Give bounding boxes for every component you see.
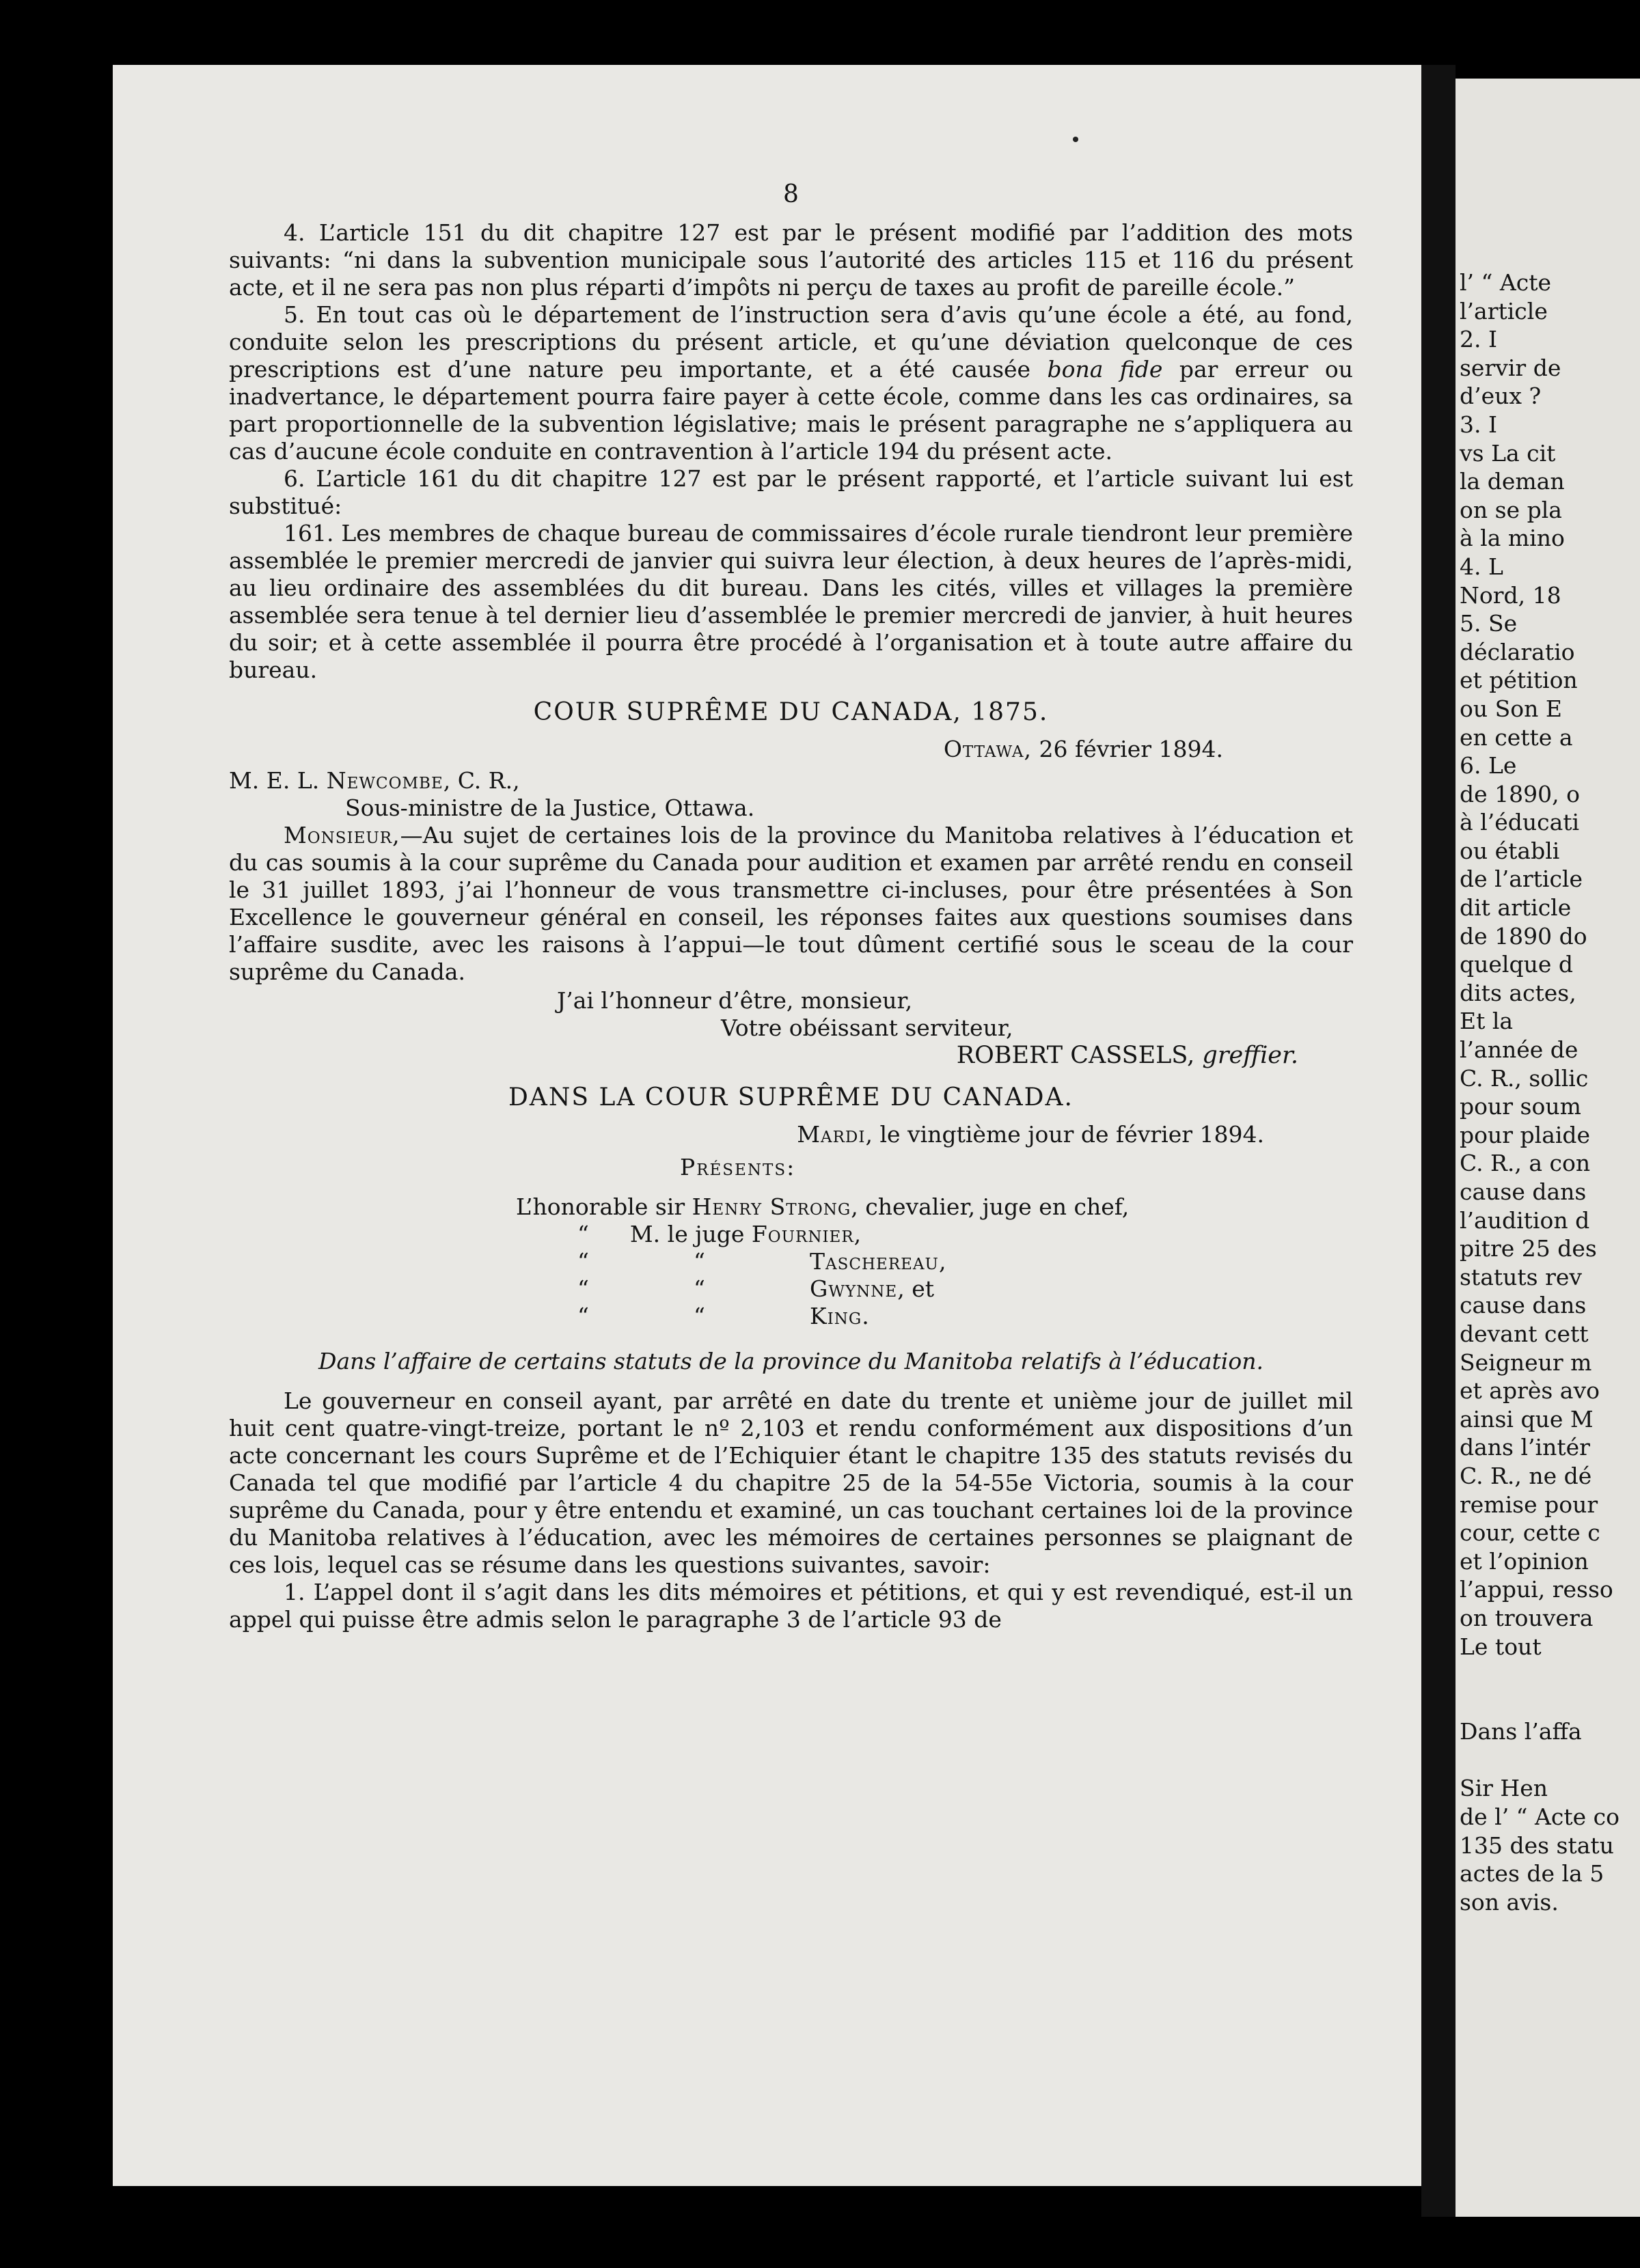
right-page-fragment: cause dans	[1460, 1178, 1587, 1205]
addressee-title: Sous-ministre de la Justice, Ottawa.	[345, 794, 755, 821]
presents-label: Présents:	[680, 1154, 796, 1180]
paragraph-5-text-a: 5. En tout cas où le département de l’instruction sera d’avis qu’une école a été, au fond, conduite selon les prescriptions du présent article, et qu’une déviation quelconque de ces prescriptions est d’une nature peu importante, et a été causée	[229, 301, 1353, 383]
page-number: 8	[783, 180, 799, 208]
addressee-suffix: , C. R.,	[443, 767, 520, 794]
judge-3-suffix: ,	[938, 1248, 946, 1275]
right-page-fragment: l’ “ Acte	[1460, 269, 1551, 296]
judge-3	[516, 1248, 1353, 1275]
ditto-mark: “	[577, 1275, 589, 1302]
court-date-day: Mardi	[797, 1121, 866, 1148]
letter-dateline	[229, 736, 1353, 763]
judge-2-name: Fournier	[751, 1221, 854, 1247]
right-page-fragment: on trouvera	[1460, 1604, 1594, 1631]
judge-2	[516, 1221, 1353, 1248]
letter-date: 26 février 1894.	[1032, 736, 1223, 762]
right-page-fragment	[1460, 1689, 1640, 1718]
right-page-fragment: de 1890 do	[1460, 922, 1587, 950]
right-page-fragment: devant cett	[1460, 1320, 1589, 1347]
right-page-fragment: et pétition	[1460, 667, 1578, 694]
judge-2-suffix: ,	[853, 1221, 862, 1247]
letter-salutation: Monsieur,	[284, 822, 400, 848]
ditto-mark: “	[577, 1221, 589, 1247]
book-gutter	[1421, 65, 1456, 2217]
right-page-fragment: à l’éducati	[1460, 809, 1580, 836]
court-date-rest: , le vingtième jour de février 1894.	[865, 1121, 1264, 1148]
right-page-fragment: d’eux ?	[1460, 383, 1542, 410]
right-page-fragment: quelque d	[1460, 951, 1573, 978]
letter-date-place: Ottawa,	[943, 736, 1033, 762]
paragraph-5-italic: bona fide	[1047, 356, 1163, 383]
letter-body	[229, 822, 1353, 986]
right-page-fragment: ou établi	[1460, 837, 1560, 864]
right-page-fragment: pour soum	[1460, 1093, 1581, 1120]
right-page-fragment: remise pour	[1460, 1491, 1598, 1518]
right-page-fragment: et l’opinion	[1460, 1547, 1589, 1575]
signature-name: ROBERT CASSELS,	[956, 1042, 1203, 1069]
judge-4-name: Gwynne	[810, 1275, 898, 1302]
right-page-fragment: l’année de	[1460, 1036, 1578, 1064]
right-page-fragment: 6. Le	[1460, 752, 1517, 779]
right-page-fragment: statuts rev	[1460, 1263, 1583, 1290]
right-page-fragment: vs La cit	[1460, 439, 1556, 467]
right-page-fragment: 4. L	[1460, 553, 1503, 580]
letter-closing-1: J’ai l’honneur d’être, monsieur,	[557, 987, 913, 1014]
signature-title: greffier.	[1202, 1042, 1298, 1069]
letter-body-text: —Au sujet de certaines lois de la province du Manitoba relatives à l’éducation et du cas soumis à la cour suprême du Canada pour audition et examen par arrêté rendu en conseil le 31 juillet 1893, j’ai l’honneur de vous transmettre ci-incluses, pour être présentées à Son Excellence le gouverneur général en conseil, les réponses faites aux questions soumises dans l’affaire susdite, avec les raisons à l’appui—le tout dûment certifié sous le sceau de la cour suprême du Canada.	[229, 822, 1353, 985]
right-page-fragment: son avis.	[1460, 1888, 1559, 1916]
judge-5	[516, 1303, 1353, 1330]
right-page-fragment: C. R., sollic	[1460, 1064, 1589, 1092]
judges-list	[229, 1193, 1353, 1330]
letter-closing-2: Votre obéissant serviteur,	[721, 1014, 1013, 1041]
right-page-fragment: Et la	[1460, 1008, 1514, 1035]
right-page-fragment: cause dans	[1460, 1292, 1587, 1319]
right-page-fragment: 5. Se	[1460, 610, 1518, 637]
right-page-fragment: à la mino	[1460, 525, 1565, 552]
paragraph-article-4: 4. L’article 151 du dit chapitre 127 est par le présent modifié par l’addition des mots suivants: “ni dans la subvention municipale sous l’autorité des articles 115 et 116 du présent acte, et il ne sera pas non plus réparti d’impôts ni perçu de taxes au profit de pareille école.”	[229, 219, 1353, 301]
right-page-fragment: Seigneur m	[1460, 1349, 1592, 1376]
right-page-fragment: dit article	[1460, 894, 1572, 922]
ink-speck	[1073, 137, 1078, 142]
judge-1-name: Henry Strong	[692, 1193, 851, 1220]
right-page-fragment: pour plaide	[1460, 1121, 1591, 1148]
right-page-fragment: C. R., ne dé	[1460, 1462, 1592, 1489]
ditto-mark: “	[577, 1248, 589, 1275]
paragraph-article-161: 161. Les membres de chaque bureau de commissaires d’école rurale tiendront leur première assemblée le premier mercredi de janvier qui suivra leur élection, à deux heures de l’après-midi, au lieu ordinaire des assemblées du dit bureau. Dans les cités, villes et villages la première assemblée sera tenue à tel dernier lieu d’assemblée le premier mercredi de janvier, à huit heures du soir; et à cette assemblée il pourra être procédé à l’organisation et à toute autre affaire du bureau.	[229, 520, 1353, 683]
paragraph-article-5	[229, 301, 1353, 465]
letter-heading: COUR SUPRÊME DU CANADA, 1875.	[533, 698, 1049, 726]
right-page-fragment: Nord, 18	[1460, 581, 1561, 609]
addressee-name: Newcombe	[326, 767, 443, 794]
right-page-fragment: dans l’intér	[1460, 1434, 1590, 1461]
right-page-fragment: de 1890, o	[1460, 780, 1580, 807]
judge-4-suffix: , et	[897, 1275, 935, 1302]
right-page-fragment: 2. I	[1460, 326, 1498, 353]
right-page-fragment: ainsi que M	[1460, 1405, 1594, 1433]
ditto-mark: “	[694, 1275, 705, 1302]
right-page-fragment: ou Son E	[1460, 695, 1562, 722]
judge-1	[516, 1193, 1353, 1221]
right-page-fragment: de l’article	[1460, 866, 1583, 893]
right-page-fragment: pitre 25 des	[1460, 1235, 1597, 1262]
right-page-fragment: servir de	[1460, 354, 1561, 381]
right-page-fragment: déclaratio	[1460, 638, 1575, 665]
letter-addressee	[229, 767, 1353, 794]
left-page	[113, 65, 1421, 2186]
right-page-fragment: 135 des statu	[1460, 1831, 1614, 1859]
judge-2-prefix: M. le juge	[629, 1221, 752, 1247]
right-page-fragment: l’article	[1460, 297, 1548, 324]
addressee-prefix: M. E. L.	[229, 767, 327, 794]
court-heading: DANS LA COUR SUPRÊME DU CANADA.	[508, 1083, 1074, 1111]
right-page-fragment: C. R., a con	[1460, 1150, 1591, 1177]
case-caption: Dans l’affaire de certains statuts de la province du Manitoba relatifs à l’éducation.	[318, 1348, 1263, 1374]
right-page-fragment	[1460, 1746, 1640, 1775]
right-page-fragment: dits actes,	[1460, 979, 1576, 1006]
right-page-fragment: et après avo	[1460, 1377, 1600, 1405]
right-page-fragment: en cette a	[1460, 723, 1573, 751]
right-page-fragment: on se pla	[1460, 496, 1562, 523]
judge-1-prefix: L’honorable sir	[516, 1193, 692, 1220]
right-page-fragment: l’audition d	[1460, 1206, 1590, 1234]
right-page-lines	[1460, 268, 1640, 1916]
judge-1-suffix: , chevalier, juge en chef,	[851, 1193, 1130, 1220]
page-content	[229, 181, 1353, 1633]
right-page-fragment: de l’ “ Acte co	[1460, 1803, 1620, 1831]
question-1: 1. L’appel dont il s’agit dans les dits mémoires et pétitions, et qui y est revendiqué, est-il un appel qui puisse être admis selon le paragraphe 3 de l’article 93 de	[229, 1579, 1353, 1633]
ditto-mark: “	[577, 1303, 589, 1329]
right-page-fragment	[1460, 1661, 1640, 1689]
court-body: Le gouverneur en conseil ayant, par arrêté en date du trente et unième jour de juillet mil huit cent quatre-vingt-treize, portant le nº 2,103 et rendu conformément aux dispositions d’un acte concernant les cours Suprême et de l’Echiquier étant le chapitre 135 des statuts revisés du Canada tel que modifié par l’article 4 du chapitre 25 de la 54-55e Victoria, soumis à la cour suprême du Canada, pour y être entendu et examiné, un cas touchant certaines loi de la province du Manitoba relatives à l’éducation, avec les mémoires de certaines personnes se plaignant de ces lois, lequel cas se résume dans les questions suivantes, savoir:	[229, 1387, 1353, 1578]
paragraph-5-text-c: par erreur ou inadvertance, le département pourra faire payer à cette école, comme dans les cas ordinaires, sa part proportionnelle de la subvention législative; mais le présent paragraphe ne s’appliquera au cas d’aucune école conduite en contravention à l’article 194 du présent acte.	[229, 356, 1353, 465]
right-page-fragment: 3. I	[1460, 411, 1498, 438]
right-page-fragment: la deman	[1460, 468, 1565, 495]
ditto-mark: “	[694, 1303, 705, 1329]
right-page-fragment: Le tout	[1460, 1633, 1542, 1660]
paragraph-article-6: 6. L’article 161 du dit chapitre 127 est par le présent rapporté, et l’article suivant lui est substitué:	[229, 465, 1353, 519]
right-page	[1456, 79, 1640, 2217]
court-date	[229, 1121, 1353, 1148]
letter-signature	[229, 1042, 1353, 1069]
ditto-mark: “	[694, 1248, 705, 1275]
judge-4	[516, 1275, 1353, 1303]
right-page-fragment: l’appui, resso	[1460, 1576, 1613, 1603]
right-page-fragment: Sir Hen	[1460, 1775, 1548, 1802]
right-page-fragment: cour, cette c	[1460, 1519, 1600, 1547]
right-page-fragment: actes de la 5	[1460, 1860, 1604, 1887]
judge-5-suffix: .	[862, 1303, 869, 1329]
right-page-fragment: Dans l’affa	[1460, 1718, 1582, 1745]
judge-3-name: Taschereau	[810, 1248, 939, 1275]
judge-5-name: King	[810, 1303, 862, 1329]
